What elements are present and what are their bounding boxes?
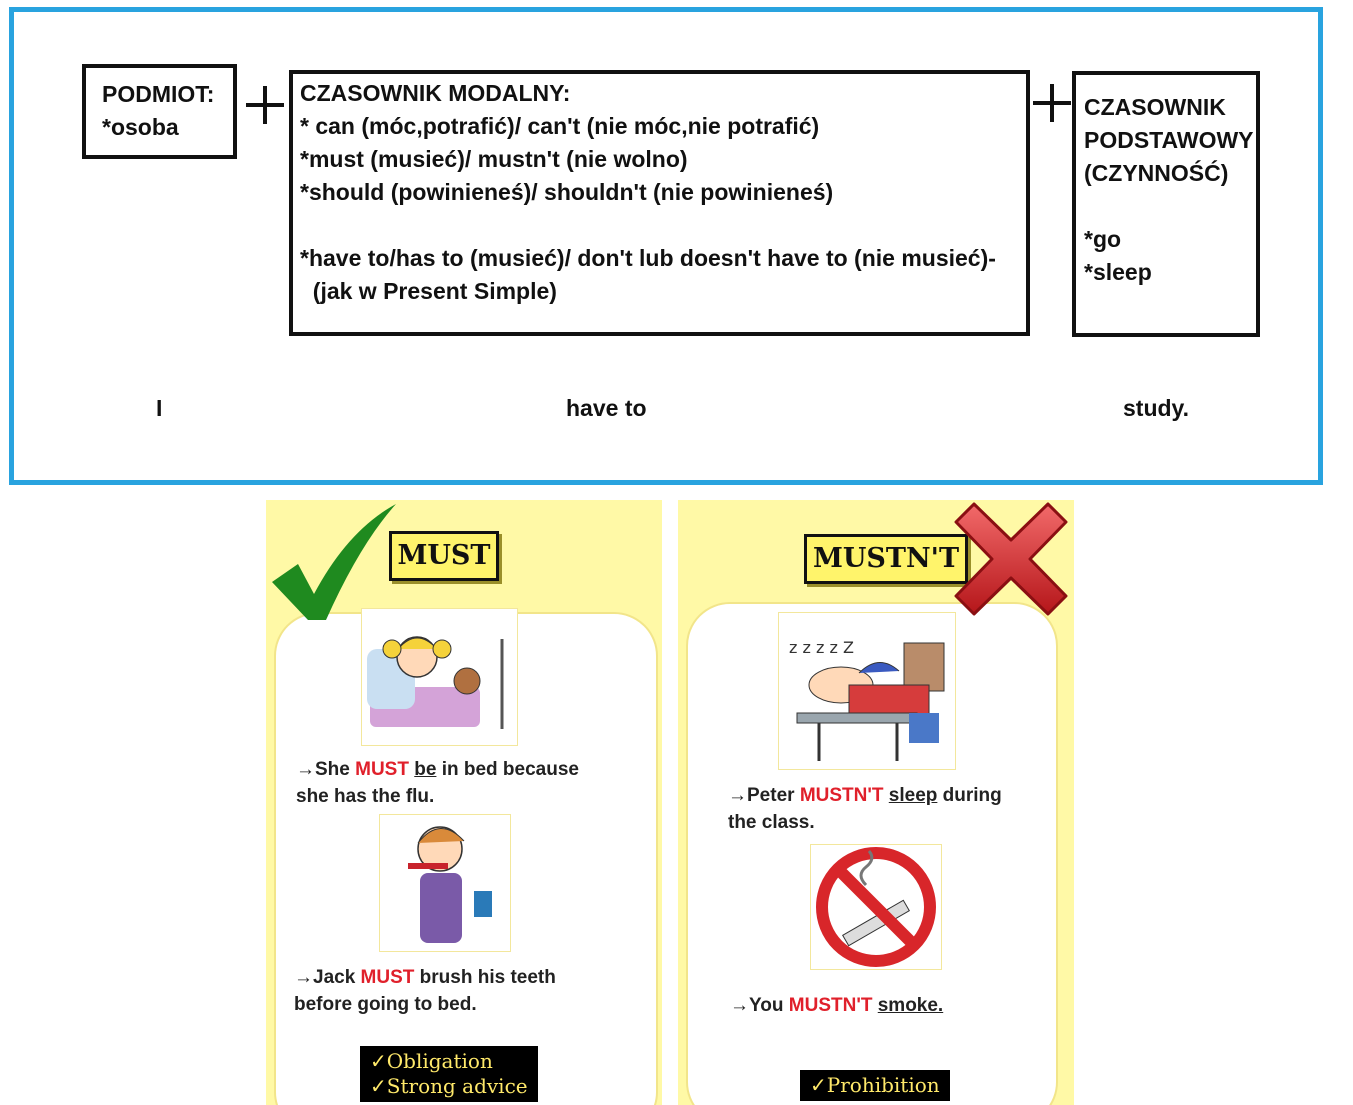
subject-box-line: PODMIOT:: [102, 81, 215, 107]
modal-box-line: *have to/has to (musieć)/ don't lub doesn't have to (nie musieć)-: [300, 245, 996, 271]
modal-box-line: *should (powinieneś)/ shouldn't (nie powinieneś): [300, 179, 834, 205]
must-usage-tags: [360, 1046, 538, 1102]
modal-box-line: * can (móc,potrafić)/ can't (nie móc,nie potrafić): [300, 113, 820, 139]
main-verb-box: [1072, 71, 1260, 337]
plus-icon: [1033, 84, 1071, 122]
sleeping-student-illustration: [778, 612, 956, 770]
no-smoking-sign: [810, 844, 942, 970]
must-sentence-1: →She MUST be in bed because she has the flu.: [296, 759, 579, 807]
verb-box-line: CZASOWNIK: [1084, 94, 1226, 120]
mustnt-usage-tags: [800, 1070, 950, 1101]
usage-tag: ✓Obligation: [370, 1049, 493, 1073]
verb-box-line: (CZYNNOŚĆ): [1084, 160, 1229, 186]
arrow-icon: →: [296, 759, 315, 780]
modal-box-line: (jak w Present Simple): [300, 278, 557, 304]
verb-box-line: PODSTAWOWY: [1084, 127, 1254, 153]
example-modal: have to: [566, 395, 647, 421]
arrow-icon: →: [294, 967, 313, 988]
modal-box-line: [300, 209, 1026, 242]
subject-box-line: *osoba: [102, 114, 179, 140]
verb-box-line: *sleep: [1084, 259, 1152, 285]
svg-text:z z z z Z: z z z z Z: [789, 638, 854, 657]
example-verb: study.: [1123, 395, 1190, 421]
arrow-icon: →: [730, 995, 749, 1016]
cross-icon: [946, 494, 1076, 624]
mustnt-sentence-2: →You MUSTN'T smoke.: [730, 995, 944, 1016]
must-title: MUST: [389, 531, 499, 581]
check-icon: [268, 502, 398, 624]
subject-box: [82, 64, 237, 159]
mustnt-title: MUSTN'T: [804, 534, 968, 584]
plus-icon: [246, 86, 284, 124]
sick-girl-illustration: [361, 608, 518, 746]
brushing-teeth-illustration: [379, 814, 511, 952]
must-sentence-2: →Jack MUST brush his teeth before going to bed.: [294, 967, 556, 1015]
modal-box-line: *must (musieć)/ mustn't (nie wolno): [300, 146, 688, 172]
modal-box-line: CZASOWNIK MODALNY:: [300, 80, 571, 106]
verb-box-line: [1084, 190, 1256, 223]
mustnt-sentence-1: →Peter MUSTN'T sleep during the class.: [728, 785, 1002, 833]
usage-tag: ✓Strong advice: [370, 1074, 528, 1098]
usage-tag: ✓Prohibition: [810, 1073, 940, 1097]
example-subject: I: [156, 395, 163, 421]
verb-box-line: *go: [1084, 226, 1122, 252]
modal-verb-box: [289, 70, 1030, 336]
arrow-icon: →: [728, 785, 747, 806]
